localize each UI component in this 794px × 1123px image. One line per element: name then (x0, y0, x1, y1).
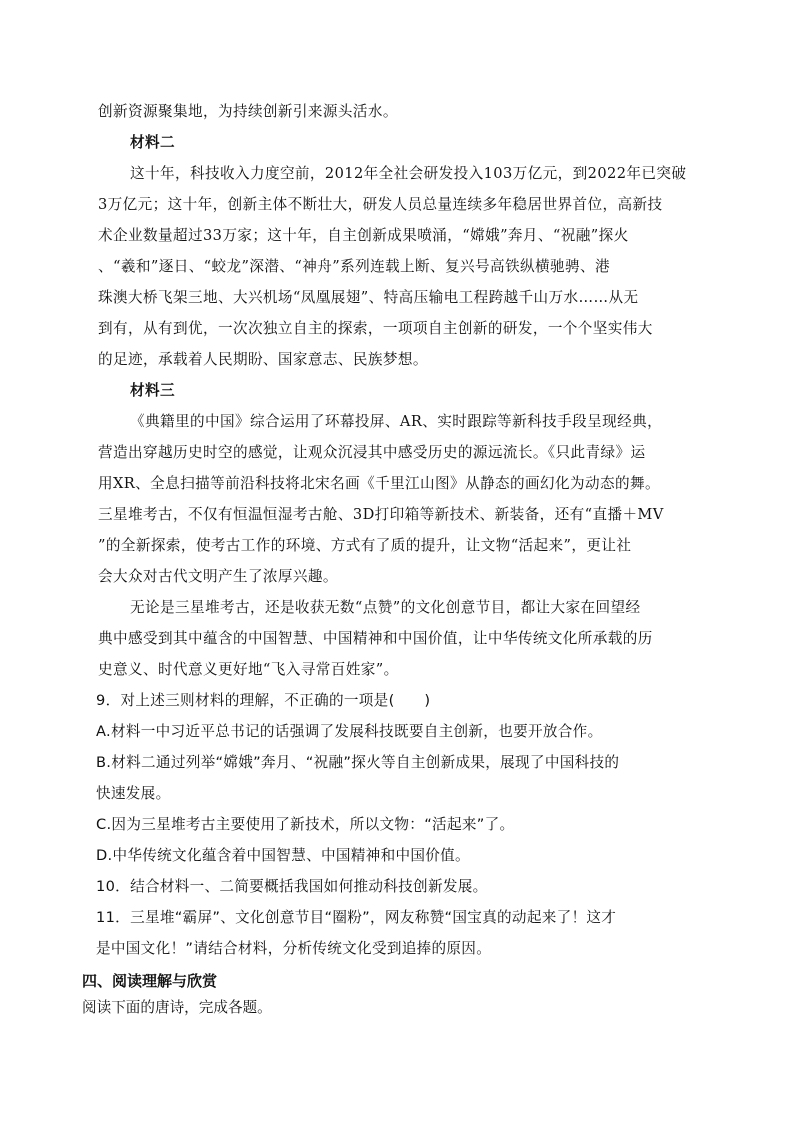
material2-line: 珠澳大桥飞架三地、大兴机场“凤凰展翅”、特高压输电工程跨越千山万水……从无 (98, 289, 639, 306)
material1-tail-line: 创新资源聚集地，为持续创新引来源头活水。 (98, 103, 398, 120)
material3-line: 用XR、全息扫描等前沿科技将北宋名画《千里江山图》从静态的画幻化为动态的舞。 (98, 475, 660, 492)
section-4-heading: 四、阅读理解与欣赏 (82, 972, 218, 990)
material3-line: 会大众对古代文明产生了浓厚兴趣。 (98, 568, 338, 585)
question-9-option-b: B.材料二通过列举“嫦娥”奔月、“祝融”探火等自主创新成果，展现了中国科技的 (96, 754, 620, 771)
question-11-continued: 是中国文化！”请结合材料，分析传统文化受到追捧的原因。 (96, 940, 492, 957)
question-11: 11．三星堆“霸屏”、文化创意节目“圈粉”，网友称赞“国宝真的动起来了！这才 (96, 909, 617, 926)
section-4-instruction: 阅读下面的唐诗，完成各题。 (82, 999, 272, 1016)
material3-line: 营造出穿越历史时空的感觉，让观众沉浸其中感受历史的源远流长。《只此青绿》运 (98, 444, 646, 461)
material2-line: 术企业数量超过33万家；这十年，自主创新成果喷涌，“嫦娥”奔月、“祝融”探火 (98, 227, 629, 244)
question-9-option-a: A.材料一中习近平总书记的话强调了发展科技既要自主创新，也要开放合作。 (96, 723, 603, 740)
question-9-option-c: C.因为三星堆考古主要使用了新技术，所以文物：“活起来”了。 (96, 816, 515, 833)
question-9-option-d: D.中华传统文化蕴含着中国智慧、中国精神和中国价值。 (96, 847, 470, 864)
material3-line: 《典籍里的中国》综合运用了环幕投屏、AR、实时跟踪等新科技手段呈现经典， (130, 413, 663, 430)
material3-line: 史意义、时代意义更好地“飞入寻常百姓家”。 (98, 661, 399, 678)
material2-line: 到有，从有到优，一次次独立自主的探索，一项项自主创新的研发，一个个坚实伟大 (98, 320, 653, 337)
material2-line: 的足迹，承载着人民期盼、国家意志、民族梦想。 (98, 351, 428, 368)
material3-line: ”的全新探索，使考古工作的环境、方式有了质的提升，让文物“活起来”，更让社 (98, 537, 632, 554)
question-9-option-b-continued: 快速发展。 (96, 785, 171, 802)
material2-heading: 材料二 (130, 134, 175, 151)
material2-line: 、“羲和”逐日、“蛟龙”深潜、“神舟”系列连载上断、复兴号高铁纵横驰骋、港 (98, 258, 610, 275)
question-10: 10．结合材料一、二简要概括我国如何推动科技创新发展。 (96, 878, 488, 895)
material3-line: 无论是三星堆考古，还是收获无数“点赞”的文化创意节目，都让大家在回望经 (130, 599, 641, 616)
material3-heading: 材料三 (130, 382, 175, 399)
material3-line: 三星堆考古，不仅有恒温恒湿考古舱、3D打印箱等新技术、新装备，还有“直播＋MV (98, 506, 664, 523)
question-9: 9．对上述三则材料的理解，不正确的一项是( ) (96, 692, 431, 709)
material2-line: 这十年，科技收入力度空前，2012年全社会研发投入103万亿元，到2022年已突破 (130, 165, 687, 182)
material2-line: 3万亿元；这十年，创新主体不断壮大，研发人员总量连续多年稳居世界首位，高新技 (98, 196, 663, 213)
material3-line: 典中感受到其中蕴含的中国智慧、中国精神和中国价值，让中华传统文化所承载的历 (98, 630, 653, 647)
